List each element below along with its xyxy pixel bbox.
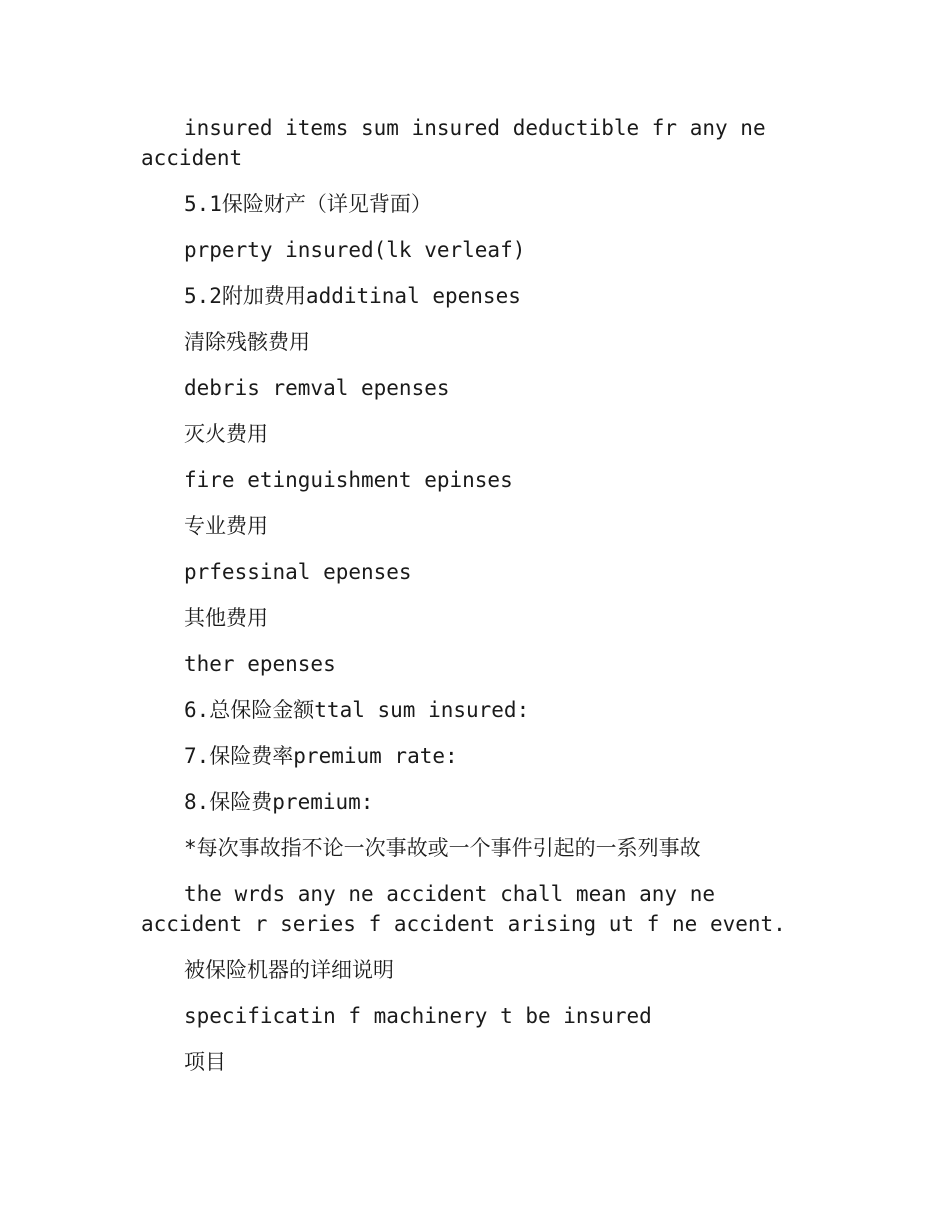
paragraph-machinery-spec-cn: 被保险机器的详细说明 bbox=[184, 958, 394, 982]
paragraph-other-en: ther epenses bbox=[184, 652, 336, 676]
paragraph-property-insured-cn: 5.1保险财产（详见背面） bbox=[184, 192, 432, 216]
document-body bbox=[141, 113, 821, 1093]
paragraph-machinery-spec-en: specificatin f machinery t be insured bbox=[184, 1004, 652, 1028]
paragraph-total-sum-insured: 6.总保险金额ttal sum insured: bbox=[184, 698, 530, 722]
paragraph-other-cn: 其他费用 bbox=[184, 606, 268, 630]
paragraph-insured-items-header: insured items sum insured deductible fr any ne accident bbox=[141, 116, 766, 170]
paragraph-fire-extinguishment-en: fire etinguishment epinses bbox=[184, 468, 513, 492]
paragraph-fire-extinguishment-cn: 灭火费用 bbox=[184, 422, 268, 446]
paragraph-professional-cn: 专业费用 bbox=[184, 514, 268, 538]
paragraph-item-cn: 项目 bbox=[184, 1050, 226, 1074]
paragraph-debris-removal-en: debris remval epenses bbox=[184, 376, 450, 400]
paragraph-accident-definition-en: the wrds any ne accident chall mean any ne accident r series f accident arising ut f ne event. bbox=[141, 882, 786, 936]
paragraph-accident-definition-cn: *每次事故指不论一次事故或一个事件引起的一系列事故 bbox=[184, 836, 701, 860]
paragraph-property-insured-en: prperty insured(lk verleaf) bbox=[184, 238, 526, 262]
paragraph-debris-removal-cn: 清除残骸费用 bbox=[184, 330, 310, 354]
paragraph-professional-en: prfessinal epenses bbox=[184, 560, 412, 584]
paragraph-premium-rate: 7.保险费率premium rate: bbox=[184, 744, 458, 768]
paragraph-additional-expenses: 5.2附加费用additinal epenses bbox=[184, 284, 521, 308]
paragraph-premium: 8.保险费premium: bbox=[184, 790, 374, 814]
